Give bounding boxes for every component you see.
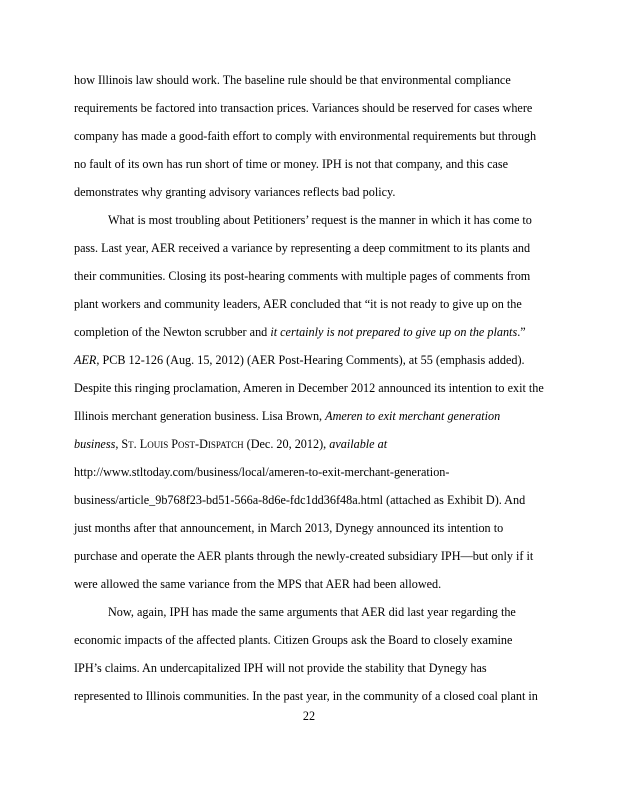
url-line: business/article_9b768f23-bd51-566a-8d6e-fdc1dd36f48a.html (attached as Exhibit D). And <box>74 493 526 507</box>
text-line <box>74 318 602 346</box>
case-name: AER <box>74 353 97 367</box>
text-line: What is most troubling about Petitioners’ request is the manner in which it has come to <box>108 213 532 227</box>
text-segment: completion of the Newton scrubber and <box>74 325 271 339</box>
text-line <box>74 346 602 374</box>
publication-name: St. Louis Post-Dispatch <box>121 437 244 451</box>
url-line: http://www.stltoday.com/business/local/ameren-to-exit-merchant-generation- <box>74 465 450 479</box>
text-segment: Illinois merchant generation business. Lisa Brown, <box>74 409 326 423</box>
emphasized-quote: it certainly is not prepared to give up on the plants <box>270 325 518 339</box>
text-line: their communities. Closing its post-hearing comments with multiple pages of comments from <box>74 269 531 283</box>
text-line: were allowed the same variance from the MPS that AER had been allowed. <box>74 577 442 591</box>
text-line: how Illinois law should work. The baseline rule should be that environmental compliance <box>74 73 511 87</box>
signal-phrase: available at <box>329 437 388 451</box>
text-line: Despite this ringing proclamation, Ameren in December 2012 announced its intention to exit the <box>74 381 544 395</box>
text-line <box>74 402 602 430</box>
text-line: purchase and operate the AER plants through the newly-created subsidiary IPH—but only if it <box>74 549 534 563</box>
text-segment: .” <box>517 325 526 339</box>
text-line: represented to Illinois communities. In the past year, in the community of a closed coal plant in <box>74 689 538 703</box>
text-line: no fault of its own has run short of time or money. IPH is not that company, and this case <box>74 157 509 171</box>
page-number: 22 <box>302 709 316 723</box>
text-line: demonstrates why granting advisory variances reflects bad policy. <box>74 185 396 199</box>
citation: , PCB 12-126 (Aug. 15, 2012) (AER Post-Hearing Comments), at 55 (emphasis added). <box>96 353 525 367</box>
text-line: requirements be factored into transaction prices. Variances should be reserved for cases where <box>74 101 533 115</box>
text-segment: (Dec. 20, 2012), <box>243 437 330 451</box>
text-line: pass. Last year, AER received a variance by representing a deep commitment to its plants and <box>74 241 531 255</box>
text-line: plant workers and community leaders, AER concluded that “it is not ready to give up on the <box>74 297 522 311</box>
text-line: economic impacts of the affected plants. Citizen Groups ask the Board to closely examine <box>74 633 513 647</box>
text-line: IPH’s claims. An undercapitalized IPH will not provide the stability that Dynegy has <box>74 661 487 675</box>
text-line: company has made a good-faith effort to comply with environmental requirements but through <box>74 129 537 143</box>
document-body <box>74 66 602 710</box>
article-title: business <box>74 437 116 451</box>
text-line: Now, again, IPH has made the same arguments that AER did last year regarding the <box>108 605 516 619</box>
text-line: just months after that announcement, in March 2013, Dynegy announced its intention to <box>74 521 504 535</box>
text-line <box>74 430 602 458</box>
text-segment: , <box>115 437 122 451</box>
article-title: Ameren to exit merchant generation <box>325 409 501 423</box>
